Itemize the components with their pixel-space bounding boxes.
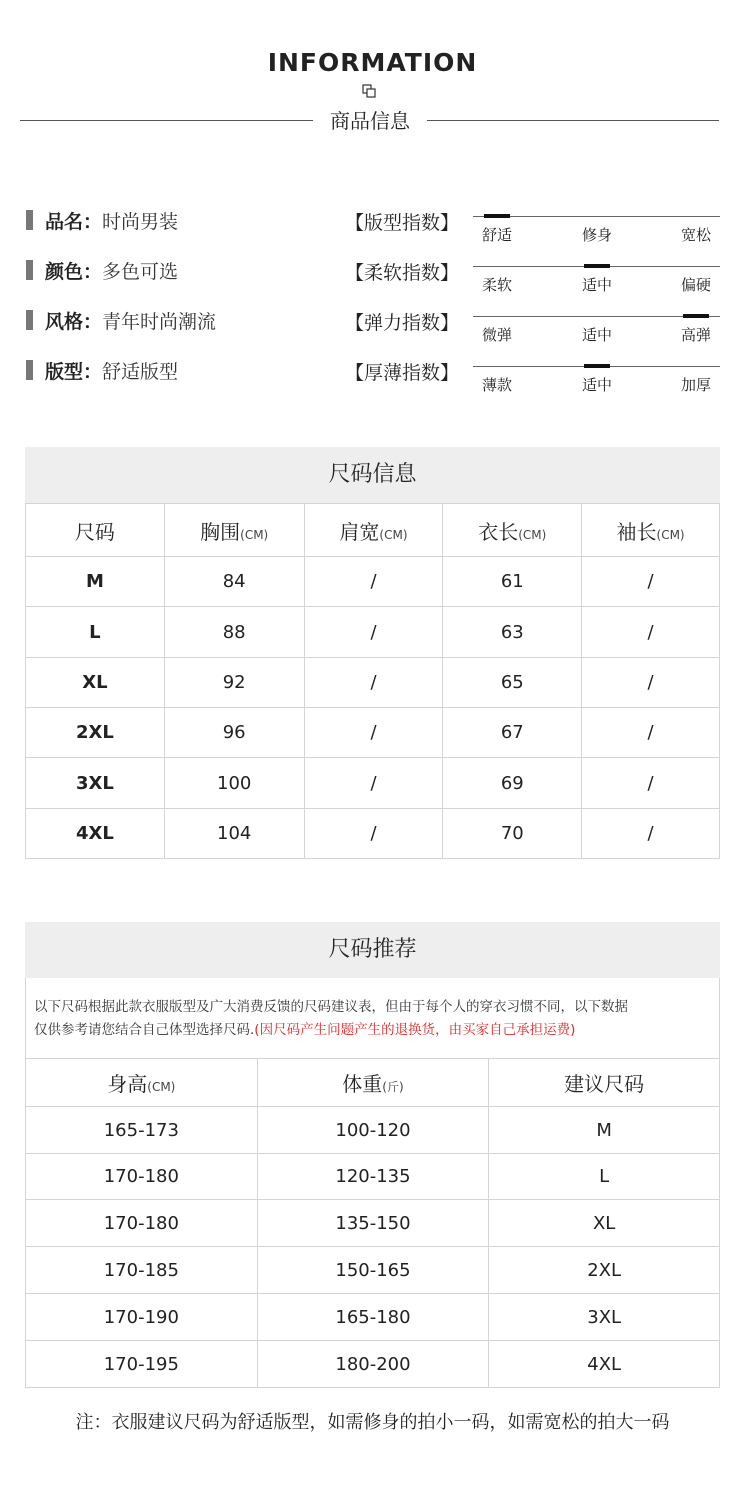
shoulder-cell: / — [304, 658, 443, 708]
size-info-title: 尺码信息 — [25, 447, 720, 503]
scale-left-word: 舒适 — [482, 226, 513, 244]
scale-left-word: 柔软 — [482, 276, 513, 294]
length-cell: 69 — [443, 758, 582, 809]
unit-label: (CM) — [518, 527, 547, 542]
chest-cell: 84 — [164, 557, 304, 607]
desc-line: 以下尺码根据此款衣服版型及广大消费反馈的尺码建议表，但由于每个人的穿衣习惯不同，以下数据 — [34, 999, 628, 1015]
header-cell — [582, 504, 720, 557]
height-cell: 165-173 — [26, 1107, 258, 1154]
chest-cell: 96 — [164, 708, 304, 758]
table-row — [26, 607, 720, 658]
length-cell: 61 — [443, 557, 582, 607]
size-cell: M — [489, 1107, 720, 1154]
header-label: 衣长 — [478, 519, 519, 544]
scale-right-word: 宽松 — [681, 226, 712, 244]
size-cell: L — [489, 1154, 720, 1200]
table-header-row — [26, 1059, 720, 1107]
attr-value: 舒适版型 — [102, 360, 179, 383]
desc-text: 仅供参考请您结合自己体型选择尺码. — [34, 1022, 255, 1038]
attr-row — [26, 358, 178, 382]
scale-right-word: 高弹 — [681, 326, 712, 344]
weight-cell: 120-135 — [257, 1154, 489, 1200]
weight-cell: 165-180 — [257, 1294, 489, 1341]
attr-row — [26, 258, 178, 282]
divider-right — [427, 120, 719, 121]
weight-cell: 150-165 — [257, 1247, 489, 1294]
header-cell — [26, 504, 165, 557]
unit-label: (CM) — [656, 527, 685, 542]
scale-marker — [584, 364, 610, 368]
scale-mid-word: 适中 — [582, 376, 613, 394]
shoulder-cell: / — [304, 557, 443, 607]
length-cell: 70 — [443, 809, 582, 859]
table-row — [26, 708, 720, 758]
chest-cell: 100 — [164, 758, 304, 809]
attr-key: 风格： — [45, 310, 103, 333]
shoulder-cell: / — [304, 708, 443, 758]
table-header-row — [26, 504, 720, 557]
length-cell: 67 — [443, 708, 582, 758]
unit-label: (CM) — [240, 527, 269, 542]
header-label: 身高 — [107, 1072, 148, 1096]
attr-row — [26, 208, 178, 232]
size-cell: 3XL — [489, 1294, 720, 1341]
header-cell — [443, 504, 582, 557]
header-cell — [26, 1059, 258, 1107]
chest-cell: 92 — [164, 658, 304, 708]
shoulder-cell: / — [304, 607, 443, 658]
height-cell: 170-180 — [26, 1200, 258, 1247]
unit-label: (CM) — [147, 1080, 176, 1094]
sleeve-cell: / — [582, 658, 720, 708]
divider-left — [20, 120, 313, 121]
scale-mid-word: 适中 — [582, 326, 613, 344]
scale-mid-word: 适中 — [582, 276, 613, 294]
index-label: 【厚薄指数】 — [345, 362, 460, 384]
table-row — [26, 1247, 720, 1294]
size-cell: XL — [26, 658, 165, 708]
header-label: 建议尺码 — [564, 1072, 645, 1096]
bullet-bar — [26, 210, 33, 230]
size-cell: XL — [489, 1200, 720, 1247]
index-label: 【弹力指数】 — [345, 312, 460, 334]
header-cell — [257, 1059, 489, 1107]
header-label: 体重 — [342, 1072, 383, 1096]
size-cell: 4XL — [26, 809, 165, 859]
weight-cell: 135-150 — [257, 1200, 489, 1247]
scale-left-word: 微弹 — [482, 326, 513, 344]
table-row — [26, 1154, 720, 1200]
table-row — [26, 809, 720, 859]
size-cell: 3XL — [26, 758, 165, 809]
section-subtitle: 商品信息 — [330, 109, 410, 133]
header-cell — [489, 1059, 720, 1107]
size-cell: 2XL — [489, 1247, 720, 1294]
length-cell: 65 — [443, 658, 582, 708]
attr-key: 颜色： — [45, 260, 103, 283]
header-label: 尺码 — [74, 519, 115, 544]
table-row — [26, 1107, 720, 1154]
header-label: 袖长 — [616, 519, 657, 544]
table-row — [26, 1200, 720, 1247]
scale-marker — [584, 264, 610, 268]
size-cell: M — [26, 557, 165, 607]
scale-line — [473, 216, 720, 217]
page-title: INFORMATION — [267, 48, 478, 77]
scale-marker — [683, 314, 709, 318]
table-row — [26, 658, 720, 708]
desc-warning: (因尺码产生问题产生的退换货，由买家自己承担运费) — [254, 1022, 576, 1038]
attr-value: 青年时尚潮流 — [102, 310, 217, 333]
weight-cell: 180-200 — [257, 1341, 489, 1388]
scale-marker — [484, 214, 510, 218]
attr-value: 多色可选 — [102, 260, 179, 283]
length-cell: 63 — [443, 607, 582, 658]
attr-key: 版型： — [45, 360, 103, 383]
bullet-bar — [26, 310, 33, 330]
sleeve-cell: / — [582, 557, 720, 607]
sleeve-cell: / — [582, 708, 720, 758]
attr-key: 品名： — [45, 210, 103, 233]
size-rec-table — [25, 1058, 720, 1388]
scale-right-word: 加厚 — [681, 376, 712, 394]
table-row — [26, 758, 720, 809]
header-label: 胸围 — [200, 519, 241, 544]
weight-cell: 100-120 — [257, 1107, 489, 1154]
unit-label: (CM) — [379, 527, 408, 542]
size-cell: L — [26, 607, 165, 658]
header-cell — [164, 504, 304, 557]
size-rec-title: 尺码推荐 — [25, 922, 720, 978]
table-row — [26, 1294, 720, 1341]
bullet-bar — [26, 360, 33, 380]
size-rec-description — [25, 978, 720, 1058]
size-info-table — [25, 503, 720, 859]
size-cell: 2XL — [26, 708, 165, 758]
shoulder-cell: / — [304, 758, 443, 809]
scale-left-word: 薄款 — [482, 376, 513, 394]
height-cell: 170-185 — [26, 1247, 258, 1294]
table-row — [26, 1341, 720, 1388]
sleeve-cell: / — [582, 758, 720, 809]
desc-line — [34, 1019, 711, 1042]
copy-icon — [362, 84, 376, 98]
attr-row — [26, 308, 216, 332]
sleeve-cell: / — [582, 809, 720, 859]
height-cell: 170-190 — [26, 1294, 258, 1341]
height-cell: 170-180 — [26, 1154, 258, 1200]
footnote: 注：衣服建议尺码为舒适版型，如需修身的拍小一码，如需宽松的拍大一码 — [75, 1412, 670, 1433]
attr-value: 时尚男装 — [102, 210, 179, 233]
header-label: 肩宽 — [339, 519, 380, 544]
table-row — [26, 557, 720, 607]
sleeve-cell: / — [582, 607, 720, 658]
unit-label: (斤) — [382, 1080, 404, 1094]
size-cell: 4XL — [489, 1341, 720, 1388]
bullet-bar — [26, 260, 33, 280]
header-cell — [304, 504, 443, 557]
index-label: 【版型指数】 — [345, 212, 460, 234]
scale-mid-word: 修身 — [582, 226, 613, 244]
height-cell: 170-195 — [26, 1341, 258, 1388]
chest-cell: 104 — [164, 809, 304, 859]
chest-cell: 88 — [164, 607, 304, 658]
index-label: 【柔软指数】 — [345, 262, 460, 284]
shoulder-cell: / — [304, 809, 443, 859]
scale-right-word: 偏硬 — [681, 276, 712, 294]
